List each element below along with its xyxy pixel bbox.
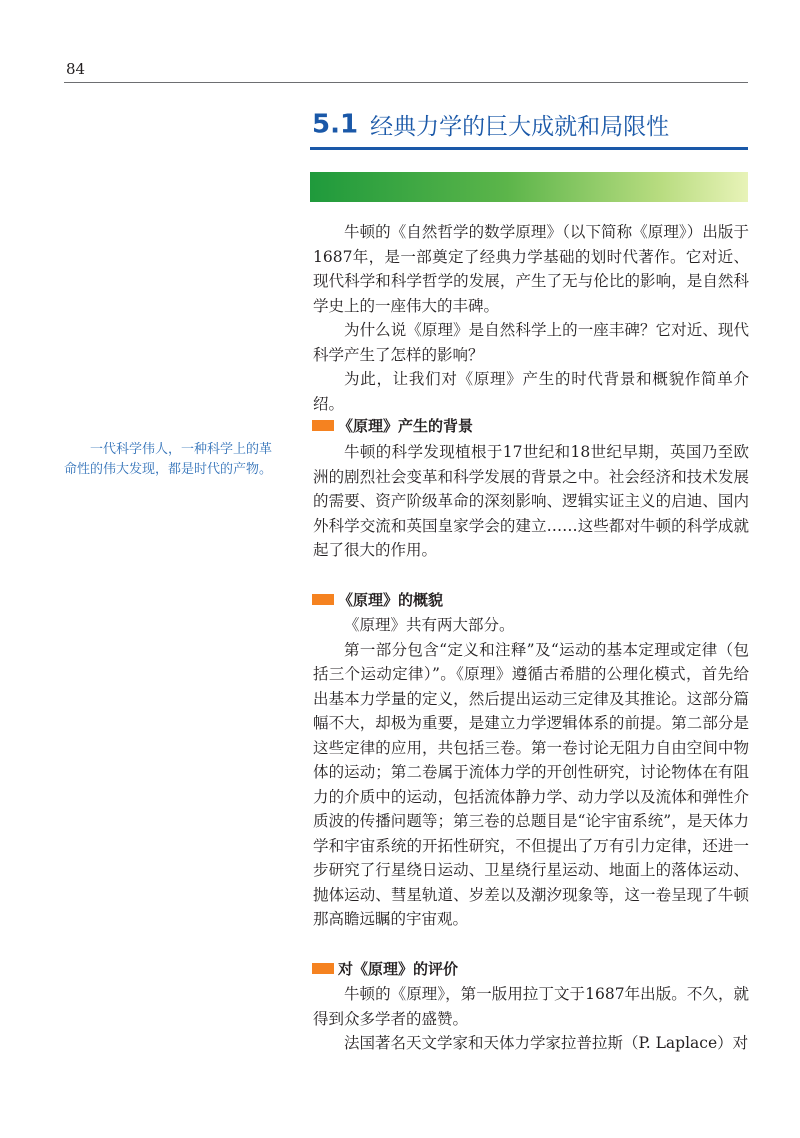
intro-text [313,220,749,416]
orange-marker-icon [312,420,334,431]
orange-marker-icon [312,963,334,974]
evaluation-text [313,982,749,1056]
page-number: 84 [66,60,86,78]
overview-paragraph-2: 第一部分包含“定义和注释”及“运动的基本定理或定律（包括三个运动定律）”。《原理》遵循古希腊的公理化模式，首先给出基本力学量的定义，然后提出运动三定律及其推论。这部分篇幅不大，却极为重要，是建立力学逻辑体系的前提。第二部分是这些定律的应用，共包括三卷。第一卷讨论无阻力自由空间中物体的运动；第二卷属于流体力学的开创性研究，讨论物体在有阻力的介质中的运动，包括流体静力学、动力学以及流体和弹性介质波的传播问题等；第三卷的总题目是“论宇宙系统”，是天体力学和宇宙系统的开拓性研究，不但提出了万有引力定律，还进一步研究了行星绕日运动、卫星绕行星运动、地面上的落体运动、抛体运动、彗星轨道、岁差以及潮汐现象等，这一卷呈现了牛顿那高瞻远瞩的宇宙观。 [313,640,749,928]
background-heading [312,415,473,437]
intro-paragraph-1: 牛顿的《自然哲学的数学原理》（以下简称《原理》）出版于1687年，是一部奠定了经典力学基础的划时代著作。它对近、现代科学和科学哲学的发展，产生了无与伦比的影响，是自然科学史上的一座伟大的丰碑。 [313,223,749,315]
overview-paragraph-1: 《原理》共有两大部分。 [344,616,515,634]
section-title: 经典力学的巨大成就和局限性 [370,114,670,140]
background-paragraph-1: 牛顿的科学发现植根于17世纪和18世纪早期，英国乃至欧洲的剧烈社会变革和科学发展的背景之中。社会经济和技术发展的需要、资产阶级革命的深刻影响、逻辑实证主义的启迪、国内外科学交流和英国皇家学会的建立……这些都对牛顿的科学成就起了很大的作用。 [313,443,749,559]
intro-paragraph-3: 为此，让我们对《原理》产生的时代背景和概貌作简单介绍。 [313,370,749,413]
intro-paragraph-2: 为什么说《原理》是自然科学上的一座丰碑？它对近、现代科学产生了怎样的影响？ [313,321,749,364]
section-number: 5.1 [312,109,359,140]
background-text [313,440,749,563]
overview-text [313,613,749,932]
title-underline [310,147,748,150]
decorative-gradient-bar [310,172,748,202]
section-heading [312,108,752,152]
evaluation-heading-text: 对《原理》的评价 [338,960,459,978]
margin-note-text: 一代科学伟人，一种科学上的革命性的伟大发现，都是时代的产物。 [64,442,273,477]
overview-heading-text: 《原理》的概貌 [338,591,444,609]
background-heading-text: 《原理》产生的背景 [338,417,474,435]
overview-heading [312,589,443,611]
orange-marker-icon [312,594,334,605]
evaluation-heading [312,958,458,980]
header-rule [64,82,748,83]
evaluation-paragraph-1: 牛顿的《原理》，第一版用拉丁文于1687年出版。不久，就得到众多学者的盛赞。 [313,985,749,1028]
evaluation-paragraph-2: 法国著名天文学家和天体力学家拉普拉斯（P. Laplace）对 [344,1034,749,1052]
margin-note [64,440,272,480]
